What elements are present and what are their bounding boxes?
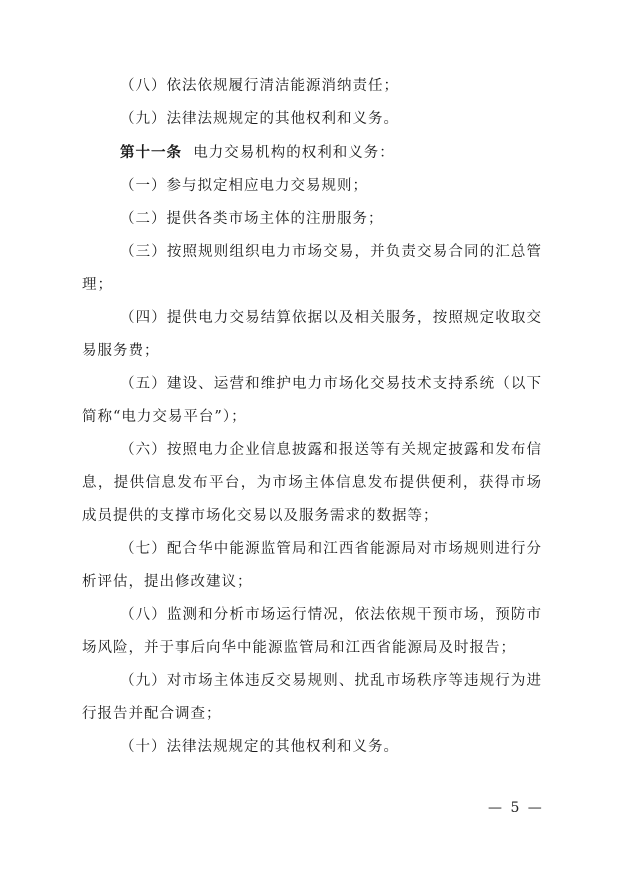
article-11-paragraph xyxy=(82,136,542,170)
article-11-item-1: （一）参与拟定相应电力交易规则； xyxy=(120,178,368,194)
article-11-item-3: （三）按照规则组织电力市场交易，并负责交易合同的汇总管理； xyxy=(82,244,542,293)
article-11-item-9: （九）对市场主体违反交易规则、扰乱市场秩序等违规行为进行报告并配合调查； xyxy=(82,673,542,722)
article-11-text: 电力交易机构的权利和义务： xyxy=(193,145,395,161)
article-11-item-4: （四）提供电力交易结算依据以及相关服务，按照规定收取交易服务费； xyxy=(82,310,542,359)
article-11-item-10: （十）法律法规规定的其他权利和义务。 xyxy=(120,739,399,755)
paragraph-item-9: （九）法律法规规定的其他权利和义务。 xyxy=(120,111,399,127)
document-page xyxy=(82,70,542,764)
article-11-item-6: （六）按照电力企业信息披露和报送等有关规定披露和发布信息，提供信息发布平台，为市场主体信息发布提供便利，获得市场成员提供的支撑市场化交易以及服务需求的数据等； xyxy=(82,442,542,524)
article-11-heading: 第十一条 xyxy=(120,144,182,161)
article-11-item-8: （八）监测和分析市场运行情况，依法依规干预市场，预防市场风险，并于事后向华中能源监管局和江西省能源局及时报告； xyxy=(82,607,542,656)
page-number: — 5 — xyxy=(488,800,544,816)
article-11-item-2: （二）提供各类市场主体的注册服务； xyxy=(120,211,384,227)
article-11-item-5: （五）建设、运营和维护电力市场化交易技术支持系统（以下简称“电力交易平台”）； xyxy=(82,376,542,425)
article-11-item-7: （七）配合华中能源监管局和江西省能源局对市场规则进行分析评估，提出修改建议； xyxy=(82,541,542,590)
paragraph-item-8: （八）依法依规履行清洁能源消纳责任； xyxy=(120,78,399,94)
